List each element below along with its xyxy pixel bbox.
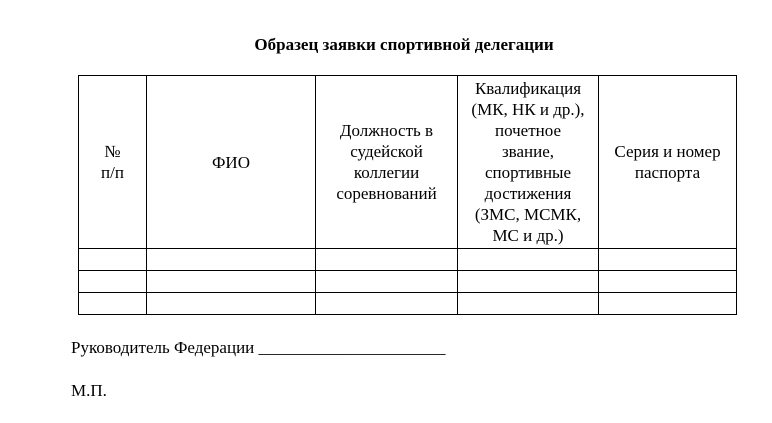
cell-position (316, 249, 458, 271)
table-row (79, 293, 737, 315)
cell-full-name (147, 249, 316, 271)
cell-full-name (147, 271, 316, 293)
header-position-text: Должность в судейской коллегии соревнований (336, 121, 437, 203)
header-full-name (147, 76, 316, 249)
cell-number (79, 249, 147, 271)
signature-blank: ______________________ (258, 338, 446, 357)
header-qualification-text: Квалификация (МК, НК и др.), почетное звание, спортивные достижения (ЗМС, МСМК, МС и др.) (471, 79, 585, 245)
header-full-name-text: ФИО (212, 152, 250, 172)
cell-number (79, 293, 147, 315)
delegation-application-table (78, 75, 737, 315)
cell-qualification (458, 293, 599, 315)
signature-line (71, 338, 446, 358)
cell-full-name (147, 293, 316, 315)
cell-position (316, 271, 458, 293)
cell-qualification (458, 271, 599, 293)
table-header-row (79, 76, 737, 249)
cell-number (79, 271, 147, 293)
header-number (79, 76, 147, 249)
cell-qualification (458, 249, 599, 271)
header-passport-text: Серия и номер паспорта (614, 142, 721, 182)
header-position (316, 76, 458, 249)
cell-passport (599, 249, 737, 271)
header-qualification (458, 76, 599, 249)
cell-passport (599, 271, 737, 293)
cell-position (316, 293, 458, 315)
cell-passport (599, 293, 737, 315)
document-title: Образец заявки спортивной делегации (254, 35, 554, 54)
table-row (79, 249, 737, 271)
signature-label: Руководитель Федерации (71, 338, 255, 357)
header-number-text: № п/п (101, 142, 124, 182)
header-passport (599, 76, 737, 249)
table-row (79, 271, 737, 293)
stamp-label: М.П. (71, 381, 107, 400)
